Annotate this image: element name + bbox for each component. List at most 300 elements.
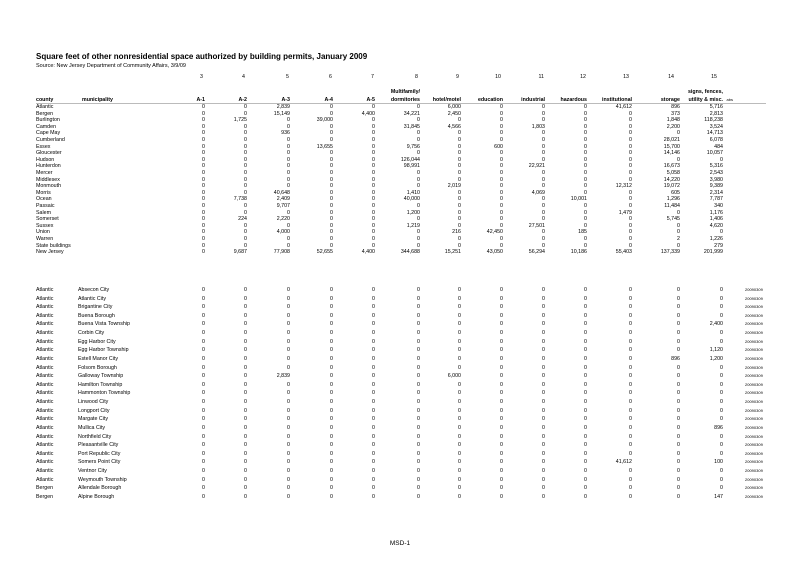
municipality-value: 0 xyxy=(417,442,420,449)
municipality-value: 0 xyxy=(584,287,587,293)
county-value: 0 xyxy=(372,196,375,203)
municipality-date: 20090309 xyxy=(745,355,763,361)
municipality-value: 0 xyxy=(542,312,545,319)
municipality-value: 0 xyxy=(629,295,632,302)
municipality-county: Atlantic xyxy=(36,364,54,371)
county-value: 0 xyxy=(372,236,375,242)
municipality-value: 0 xyxy=(500,381,503,388)
county-value: 0 xyxy=(417,242,420,249)
municipality-value: 0 xyxy=(330,416,333,423)
county-value: 0 xyxy=(458,137,461,143)
municipality-value: 0 xyxy=(720,381,723,388)
municipality-value: 2,839 xyxy=(276,373,290,380)
municipality-value: 1,120 xyxy=(709,347,723,354)
municipality-value: 0 xyxy=(372,442,375,449)
county-value: 936 xyxy=(281,130,290,137)
county-name: Burlington xyxy=(36,117,60,124)
county-value: 0 xyxy=(372,209,375,216)
county-value: 0 xyxy=(458,189,461,196)
municipality-value: 0 xyxy=(330,347,333,354)
municipality-value: 1,200 xyxy=(709,355,723,362)
municipality-value: 0 xyxy=(287,476,290,483)
county-value: 0 xyxy=(458,203,461,209)
municipality-value: 0 xyxy=(677,416,680,423)
county-value: 1,200 xyxy=(406,209,420,216)
county-value: 0 xyxy=(500,156,503,163)
municipality-value: 0 xyxy=(500,416,503,423)
county-value: 0 xyxy=(330,236,333,242)
municipality-value: 0 xyxy=(677,459,680,466)
county-value: 0 xyxy=(372,143,375,150)
county-value: 0 xyxy=(417,104,420,110)
municipality-value: 0 xyxy=(542,373,545,380)
county-name: Morris xyxy=(36,189,51,196)
municipality-value: 0 xyxy=(202,493,205,500)
municipality-value: 0 xyxy=(500,304,503,311)
municipality-value: 0 xyxy=(372,416,375,423)
county-value: 0 xyxy=(202,156,205,163)
municipality-value: 0 xyxy=(720,295,723,302)
municipality-value: 0 xyxy=(372,287,375,293)
municipality-name: Allendale Borough xyxy=(78,485,122,492)
county-value: 1,479 xyxy=(618,209,632,216)
county-value: 0 xyxy=(584,236,587,242)
municipality-value: 0 xyxy=(720,433,723,440)
county-value: 0 xyxy=(202,104,205,110)
county-value: 0 xyxy=(458,216,461,223)
municipality-county: Atlantic xyxy=(36,304,54,311)
municipality-value: 0 xyxy=(330,433,333,440)
municipality-value: 0 xyxy=(584,485,587,492)
county-value: 0 xyxy=(458,163,461,170)
county-value: 605 xyxy=(671,189,680,196)
municipality-county: Atlantic xyxy=(36,468,54,475)
county-value: 4,069 xyxy=(531,189,545,196)
municipality-county: Atlantic xyxy=(36,347,54,354)
municipality-value: 2,400 xyxy=(709,321,723,328)
county-value: 224 xyxy=(238,216,247,223)
county-value: 185 xyxy=(578,229,587,236)
county-value: 0 xyxy=(458,222,461,229)
county-value: 0 xyxy=(542,130,545,137)
county-value: 0 xyxy=(500,216,503,223)
municipality-value: 0 xyxy=(417,321,420,328)
municipality-value: 0 xyxy=(542,468,545,475)
county-value: 0 xyxy=(330,216,333,223)
municipality-value: 0 xyxy=(244,476,247,483)
municipality-value: 0 xyxy=(330,364,333,371)
municipality-value: 0 xyxy=(458,321,461,328)
municipality-value: 0 xyxy=(330,295,333,302)
county-value: 5,316 xyxy=(709,163,723,170)
municipality-value: 0 xyxy=(287,355,290,362)
county-value: 0 xyxy=(542,209,545,216)
municipality-value: 0 xyxy=(500,442,503,449)
municipality-value: 0 xyxy=(202,476,205,483)
county-value: 0 xyxy=(542,203,545,209)
municipality-value: 0 xyxy=(244,424,247,431)
municipality-name: Mullica City xyxy=(78,424,106,431)
municipality-value: 0 xyxy=(202,416,205,423)
county-value: 2,813 xyxy=(709,110,723,117)
county-value: 600 xyxy=(494,143,503,150)
county-value: 0 xyxy=(244,222,247,229)
county-value: 0 xyxy=(584,110,587,117)
county-value: 0 xyxy=(584,137,587,143)
municipality-date: 20090309 xyxy=(745,416,763,422)
municipality-value: 0 xyxy=(720,399,723,406)
county-value: 0 xyxy=(330,110,333,117)
county-value: 0 xyxy=(330,156,333,163)
municipality-value: 0 xyxy=(372,330,375,337)
column-number: 3 xyxy=(200,74,203,80)
county-value: 0 xyxy=(629,163,632,170)
county-value: 0 xyxy=(542,196,545,203)
municipality-value: 0 xyxy=(202,312,205,319)
municipality-value: 0 xyxy=(677,373,680,380)
municipality-value: 0 xyxy=(202,347,205,354)
header-education: education xyxy=(477,97,503,103)
municipality-date: 20090309 xyxy=(745,304,763,310)
county-value: 0 xyxy=(458,143,461,150)
municipality-value: 0 xyxy=(677,476,680,483)
municipality-name: Alpine Borough xyxy=(78,493,115,500)
municipality-value: 0 xyxy=(677,450,680,457)
municipality-value: 0 xyxy=(629,338,632,345)
municipality-value: 0 xyxy=(372,338,375,345)
municipality-value: 0 xyxy=(244,330,247,337)
county-name: Passaic xyxy=(36,203,55,209)
county-value: 0 xyxy=(542,170,545,176)
municipality-name: Linwood City xyxy=(78,399,109,406)
municipality-value: 0 xyxy=(244,338,247,345)
municipality-value: 0 xyxy=(500,287,503,293)
county-value: 1,176 xyxy=(709,209,723,216)
county-value: 1,226 xyxy=(709,236,723,242)
county-value: 0 xyxy=(542,110,545,117)
municipality-county: Atlantic xyxy=(36,338,54,345)
municipality-value: 0 xyxy=(458,390,461,397)
county-value: 0 xyxy=(244,170,247,176)
county-value: 10,057 xyxy=(706,150,723,157)
county-value: 40,648 xyxy=(273,189,290,196)
county-value: 0 xyxy=(542,176,545,183)
county-value: 0 xyxy=(202,216,205,223)
municipality-value: 0 xyxy=(287,468,290,475)
county-value: 0 xyxy=(584,209,587,216)
county-value: 0 xyxy=(629,242,632,249)
municipality-date: 20090309 xyxy=(745,330,763,336)
county-value: 0 xyxy=(330,183,333,190)
county-value: 0 xyxy=(629,170,632,176)
county-value: 0 xyxy=(202,189,205,196)
county-value: 0 xyxy=(417,170,420,176)
municipality-date: 20090309 xyxy=(745,287,763,292)
municipality-value: 0 xyxy=(542,304,545,311)
municipality-value: 0 xyxy=(542,493,545,500)
municipality-value: 0 xyxy=(629,433,632,440)
county-value: 0 xyxy=(417,236,420,242)
municipality-value: 0 xyxy=(244,355,247,362)
municipality-value: 0 xyxy=(202,381,205,388)
county-value: 0 xyxy=(244,242,247,249)
municipality-value: 0 xyxy=(677,295,680,302)
municipality-name: Estell Manor City xyxy=(78,355,119,362)
municipality-value: 0 xyxy=(500,450,503,457)
municipality-value: 0 xyxy=(330,338,333,345)
county-value: 0 xyxy=(202,163,205,170)
municipality-value: 0 xyxy=(500,312,503,319)
municipality-value: 0 xyxy=(629,321,632,328)
county-value: 0 xyxy=(287,137,290,143)
county-value: 0 xyxy=(542,229,545,236)
municipality-value: 0 xyxy=(287,407,290,414)
municipality-county: Atlantic xyxy=(36,476,54,483)
county-value: 0 xyxy=(287,183,290,190)
header-a-3: A-3 xyxy=(281,97,290,103)
municipality-value: 0 xyxy=(287,330,290,337)
municipality-value: 0 xyxy=(500,459,503,466)
county-value: 0 xyxy=(500,242,503,249)
county-value: 1,296 xyxy=(666,196,680,203)
county-value: 0 xyxy=(417,117,420,124)
county-name: Cumberland xyxy=(36,137,65,143)
municipality-value: 0 xyxy=(244,304,247,311)
municipality-date: 20090309 xyxy=(745,347,763,353)
municipality-value: 0 xyxy=(720,287,723,293)
municipality-value: 0 xyxy=(542,424,545,431)
county-value: 0 xyxy=(287,242,290,249)
county-value: 0 xyxy=(458,196,461,203)
county-value: 7,738 xyxy=(233,196,247,203)
municipality-county: Atlantic xyxy=(36,295,54,302)
header-a-4: A-4 xyxy=(324,97,333,103)
county-value: 0 xyxy=(542,117,545,124)
county-value: 0 xyxy=(720,156,723,163)
municipality-value: 0 xyxy=(202,364,205,371)
county-value: 0 xyxy=(330,242,333,249)
municipality-date: 20090309 xyxy=(745,373,763,379)
municipality-value: 0 xyxy=(417,485,420,492)
county-value: 0 xyxy=(629,216,632,223)
municipality-value: 0 xyxy=(542,407,545,414)
municipality-date: 20090309 xyxy=(745,493,763,499)
column-number: 14 xyxy=(668,74,674,80)
municipality-value: 0 xyxy=(542,295,545,302)
county-value: 0 xyxy=(500,150,503,157)
county-value: 484 xyxy=(714,143,723,150)
municipality-value: 0 xyxy=(244,433,247,440)
county-value: 0 xyxy=(202,229,205,236)
county-value: 0 xyxy=(584,156,587,163)
municipality-value: 0 xyxy=(330,304,333,311)
county-name: Salem xyxy=(36,209,52,216)
municipality-value: 0 xyxy=(287,424,290,431)
county-value: 0 xyxy=(584,150,587,157)
municipality-value: 0 xyxy=(202,450,205,457)
county-value: 0 xyxy=(330,222,333,229)
county-value: 0 xyxy=(584,104,587,110)
municipality-value: 0 xyxy=(417,295,420,302)
municipality-county: Atlantic xyxy=(36,312,54,319)
municipality-value: 0 xyxy=(720,364,723,371)
municipality-value: 0 xyxy=(372,373,375,380)
municipality-value: 0 xyxy=(500,424,503,431)
county-value: 0 xyxy=(458,170,461,176)
county-value: 0 xyxy=(584,117,587,124)
county-value: 0 xyxy=(629,236,632,242)
county-value: 0 xyxy=(458,130,461,137)
municipality-value: 0 xyxy=(720,407,723,414)
municipality-value: 0 xyxy=(584,381,587,388)
column-number: 11 xyxy=(538,74,544,80)
county-value: 0 xyxy=(629,203,632,209)
county-value: 0 xyxy=(629,110,632,117)
municipality-value: 0 xyxy=(417,450,420,457)
municipality-value: 0 xyxy=(720,312,723,319)
county-value: 0 xyxy=(417,229,420,236)
municipality-value: 0 xyxy=(287,485,290,492)
municipality-value: 0 xyxy=(417,355,420,362)
municipality-value: 0 xyxy=(202,321,205,328)
municipality-value: 0 xyxy=(500,338,503,345)
county-value: 0 xyxy=(629,176,632,183)
municipality-value: 0 xyxy=(629,381,632,388)
county-value: 0 xyxy=(629,137,632,143)
municipality-value: 0 xyxy=(372,312,375,319)
column-number: 9 xyxy=(456,74,459,80)
county-value: 12,312 xyxy=(615,183,632,190)
municipality-value: 0 xyxy=(500,355,503,362)
municipality-value: 0 xyxy=(372,476,375,483)
municipality-value: 0 xyxy=(202,459,205,466)
county-value: 0 xyxy=(500,170,503,176)
municipality-value: 0 xyxy=(330,476,333,483)
municipality-value: 0 xyxy=(720,468,723,475)
county-value: 0 xyxy=(542,137,545,143)
county-value: 896 xyxy=(671,104,680,110)
municipality-value: 0 xyxy=(458,399,461,406)
county-value: 0 xyxy=(500,203,503,209)
municipality-value: 0 xyxy=(720,476,723,483)
municipality-value: 0 xyxy=(458,304,461,311)
county-value: 6,078 xyxy=(709,137,723,143)
municipality-value: 0 xyxy=(677,321,680,328)
county-name: Hunterdon xyxy=(36,163,61,170)
county-value: 0 xyxy=(677,229,680,236)
county-value: 42,450 xyxy=(486,229,503,236)
municipality-value: 0 xyxy=(677,381,680,388)
county-value: 0 xyxy=(417,176,420,183)
municipality-value: 0 xyxy=(330,399,333,406)
county-value: 0 xyxy=(202,203,205,209)
county-value: 0 xyxy=(542,236,545,242)
county-value: 0 xyxy=(372,216,375,223)
county-value: 0 xyxy=(372,117,375,124)
county-value: 0 xyxy=(458,236,461,242)
county-value: 0 xyxy=(372,150,375,157)
county-value: 0 xyxy=(500,130,503,137)
county-value: 0 xyxy=(584,170,587,176)
municipality-value: 0 xyxy=(287,364,290,371)
municipality-value: 0 xyxy=(244,450,247,457)
municipality-date: 20090309 xyxy=(745,399,763,405)
county-value: 0 xyxy=(287,143,290,150)
municipality-value: 0 xyxy=(458,381,461,388)
county-name: Hudson xyxy=(36,156,55,163)
municipality-name: Egg Harbor Township xyxy=(78,347,129,354)
municipality-county: Atlantic xyxy=(36,442,54,449)
county-name: Mercer xyxy=(36,170,53,176)
county-value: 0 xyxy=(287,117,290,124)
column-number: 6 xyxy=(329,74,332,80)
municipality-value: 0 xyxy=(677,347,680,354)
county-value: 13,655 xyxy=(316,143,333,150)
municipality-value: 0 xyxy=(629,355,632,362)
county-value: 16,673 xyxy=(663,163,680,170)
municipality-value: 0 xyxy=(202,442,205,449)
municipality-value: 0 xyxy=(584,330,587,337)
county-value: 0 xyxy=(202,196,205,203)
municipality-value: 0 xyxy=(202,433,205,440)
county-value: 0 xyxy=(287,150,290,157)
municipality-value: 0 xyxy=(417,304,420,311)
municipality-value: 147 xyxy=(714,493,723,500)
municipality-value: 0 xyxy=(330,381,333,388)
header-hotel-motel: hotel/motel xyxy=(432,97,461,103)
municipality-date: 20090309 xyxy=(745,364,763,370)
county-value: 0 xyxy=(287,222,290,229)
county-value: 0 xyxy=(330,170,333,176)
municipality-value: 0 xyxy=(417,459,420,466)
municipality-value: 0 xyxy=(202,399,205,406)
municipality-value: 0 xyxy=(584,304,587,311)
municipality-name: Hammonton Township xyxy=(78,390,131,397)
county-value: 34,221 xyxy=(403,110,420,117)
county-name: Gloucester xyxy=(36,150,62,157)
header-signs-fences: signs, fences, xyxy=(687,89,723,95)
county-value: 0 xyxy=(202,117,205,124)
county-value: 118,238 xyxy=(704,117,723,124)
county-value: 0 xyxy=(330,189,333,196)
county-value: 0 xyxy=(584,216,587,223)
county-value: 2,200 xyxy=(666,123,680,130)
municipality-value: 0 xyxy=(677,399,680,406)
municipality-value: 0 xyxy=(372,347,375,354)
municipality-date: 20090309 xyxy=(745,407,763,413)
municipality-date: 20090309 xyxy=(745,390,763,396)
municipality-date: 20090309 xyxy=(745,424,763,430)
municipality-value: 0 xyxy=(417,468,420,475)
municipality-value: 0 xyxy=(458,347,461,354)
county-value: 28,021 xyxy=(663,137,680,143)
county-name: Essex xyxy=(36,143,51,150)
municipality-value: 0 xyxy=(677,312,680,319)
county-value: 14,146 xyxy=(663,150,680,157)
municipality-value: 0 xyxy=(202,485,205,492)
county-value: 0 xyxy=(629,123,632,130)
county-value: 0 xyxy=(584,203,587,209)
county-value: 0 xyxy=(287,170,290,176)
municipality-value: 0 xyxy=(584,450,587,457)
municipality-value: 100 xyxy=(714,459,723,466)
county-value: 0 xyxy=(629,229,632,236)
county-value: 2,220 xyxy=(276,216,290,223)
municipality-date: 20090309 xyxy=(745,459,763,465)
county-value: 0 xyxy=(500,183,503,190)
municipality-value: 0 xyxy=(677,338,680,345)
municipality-value: 0 xyxy=(244,373,247,380)
